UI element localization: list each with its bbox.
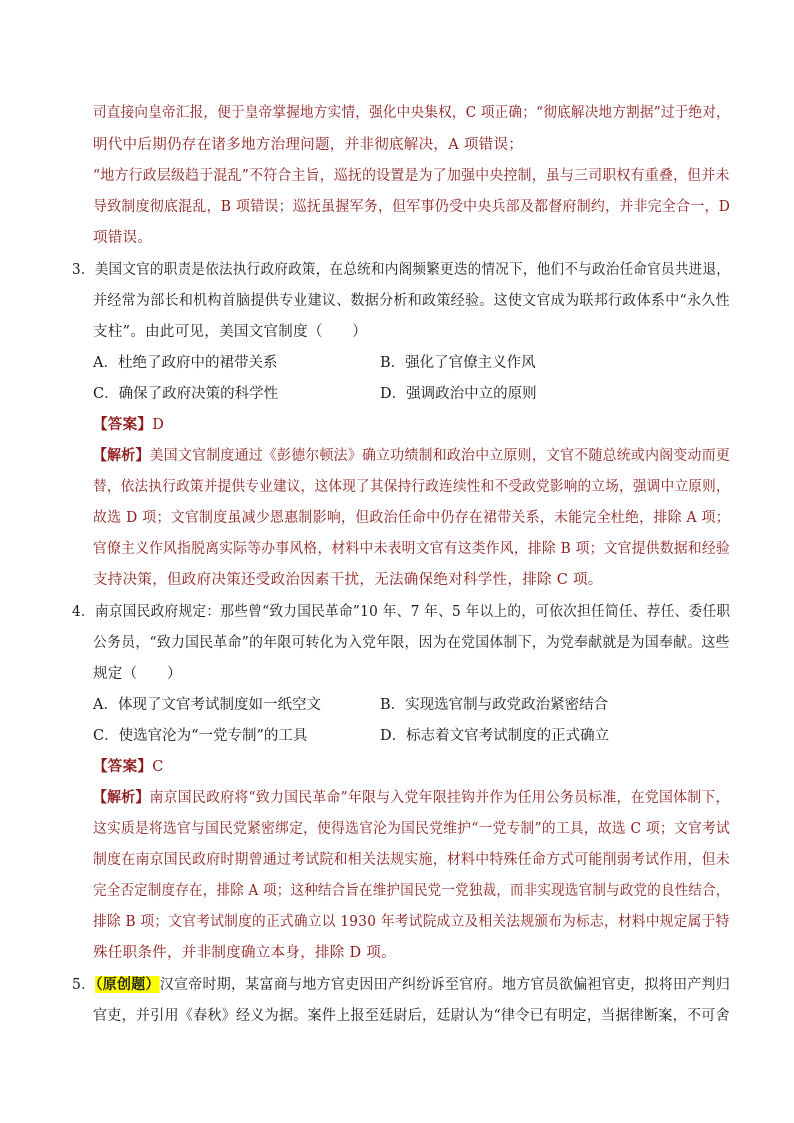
q4-analysis-line-5: 排除 B 项；文官考试制度的正式确立以 1930 年考试院成立及相关法规颁布为标志，材料中规定属于特 (93, 914, 730, 930)
q4-option-a: A．体现了文官考试制度如一纸空文 (93, 697, 321, 713)
q4-answer-tag: 【答案】 (93, 758, 153, 775)
q4-analysis-text-1: 南京国民政府将“致力国民革命”年限与入党年限挂钩并作为任用公务员标准，在党国体制下， (149, 790, 730, 806)
q5-stem-line-1 (72, 975, 730, 995)
q4-analysis-line-2: 这实质是将选官与国民党紧密绑定，使得选官沦为国民党维护“一党专制”的工具，故选 C 项；文官考试 (93, 821, 731, 837)
q4-analysis-line-6: 殊任职条件，并非制度确立本身，排除 D 项。 (93, 945, 396, 961)
prev-analysis-line-1: 司直接向皇帝汇报，便于皇帝掌握地方实情，强化中央集权，C 项正确；“彻底解决地方割据”过于绝对， (93, 105, 730, 121)
prev-analysis-line-2: 明代中后期仍存在诸多地方治理问题，并非彻底解决，A 项错误； (93, 137, 524, 153)
q5-number: 5． (72, 977, 96, 993)
q3-option-a: A．杜绝了政府中的裙带关系 (93, 355, 278, 371)
q3-analysis-line-3: 故选 D 项；文官制度虽减少恩惠制影响，但政治任命中仍存在裙带关系，未能完全杜绝，排除 A 项； (93, 510, 730, 526)
q4-stem-line-3: 规定（ ） (93, 666, 182, 682)
q5-original-tag: （原创题） (95, 976, 160, 993)
q4-option-c: C．使选官沦为“一党专制”的工具 (93, 728, 308, 744)
q5-stem-line-2: 官吏，并引用《春秋》经义为据。案件上报至廷尉后，廷尉认为“律令已有明定，当据律断案，不可舍 (93, 1008, 730, 1024)
q4-stem-line-2: 公务员，“致力国民革命”的年限可转化为入党年限，因为在党国体制下，为党奉献就是为国奉献。这些 (93, 635, 730, 651)
q4-option-b: B．实现选官制与政党政治紧密结合 (380, 697, 609, 713)
q3-option-d: D．强调政治中立的原则 (380, 386, 537, 402)
q4-stem-line-1: 4．南京国民政府规定：那些曾“致力国民革命”10 年、7 年、5 年以上的，可依次担任简任、荐任、委任职 (72, 604, 731, 620)
prev-analysis-line-5: 项错误。 (93, 230, 153, 246)
q3-answer-value: D (152, 417, 165, 433)
q4-analysis-line-1 (93, 788, 730, 808)
q3-stem-line-3: 支柱”。由此可见，美国文官制度（ ） (93, 324, 368, 340)
q5-stem-text-1: 汉宣帝时期，某富商与地方官吏因田产纠纷诉至官府。地方官员欲偏袒官吏，拟将田产判归 (159, 977, 731, 993)
q3-analysis-tag: 【解析】 (93, 447, 150, 464)
q4-answer (93, 757, 164, 777)
prev-analysis-line-4: 导致制度彻底混乱，B 项错误；巡抚虽握军务，但军事仍受中央兵部及都督府制约，并非完全合一，D (93, 199, 731, 215)
q4-analysis-tag: 【解析】 (93, 789, 150, 806)
q3-analysis-line-4: 官僚主义作风指脱离实际等办事风格，材料中未表明文官有这类作风，排除 B 项；文官提供数据和经验 (93, 541, 730, 557)
q3-analysis-line-5: 支持决策，但政府决策还受政治因素干扰，无法确保绝对科学性，排除 C 项。 (93, 572, 603, 588)
q4-analysis-line-3: 制度在南京国民政府时期曾通过考试院和相关法规实施，材料中特殊任命方式可能削弱考试作用，但未 (93, 852, 731, 868)
q3-option-b: B．强化了官僚主义作风 (380, 355, 536, 371)
q3-option-c: C．确保了政府决策的科学性 (93, 386, 279, 402)
q3-stem-line-2: 并经常为部长和机构首脑提供专业建议、数据分析和政策经验。这使文官成为联邦行政体系中“永久性 (93, 293, 730, 309)
q3-stem-line-1: 3．美国文官的职责是依法执行政府政策，在总统和内阁频繁更迭的情况下，他们不与政治任命官员共进退， (72, 262, 731, 278)
q3-analysis-line-2: 替，依法执行政策并提供专业建议，这体现了其保持行政连续性和不受政党影响的立场，强调中立原则， (93, 479, 730, 495)
prev-analysis-line-3: “地方行政层级趋于混乱”不符合主旨，巡抚的设置是为了加强中央控制，虽与三司职权有重叠，但并未 (93, 168, 730, 184)
q3-answer-tag: 【答案】 (93, 416, 153, 433)
q3-answer (93, 415, 164, 435)
q4-analysis-line-4: 完全否定制度存在，排除 A 项；这种结合旨在维护国民党一党独裁，而非实现选官制与政党的良性结合， (93, 883, 730, 899)
q3-analysis-line-1 (93, 446, 730, 466)
q4-option-d: D．标志着文官考试制度的正式确立 (380, 728, 610, 744)
q4-answer-value: C (152, 759, 164, 775)
q3-analysis-text-1: 美国文官制度通过《彭德尔顿法》确立功绩制和政治中立原则，文官不随总统或内阁变动而更 (149, 448, 731, 464)
